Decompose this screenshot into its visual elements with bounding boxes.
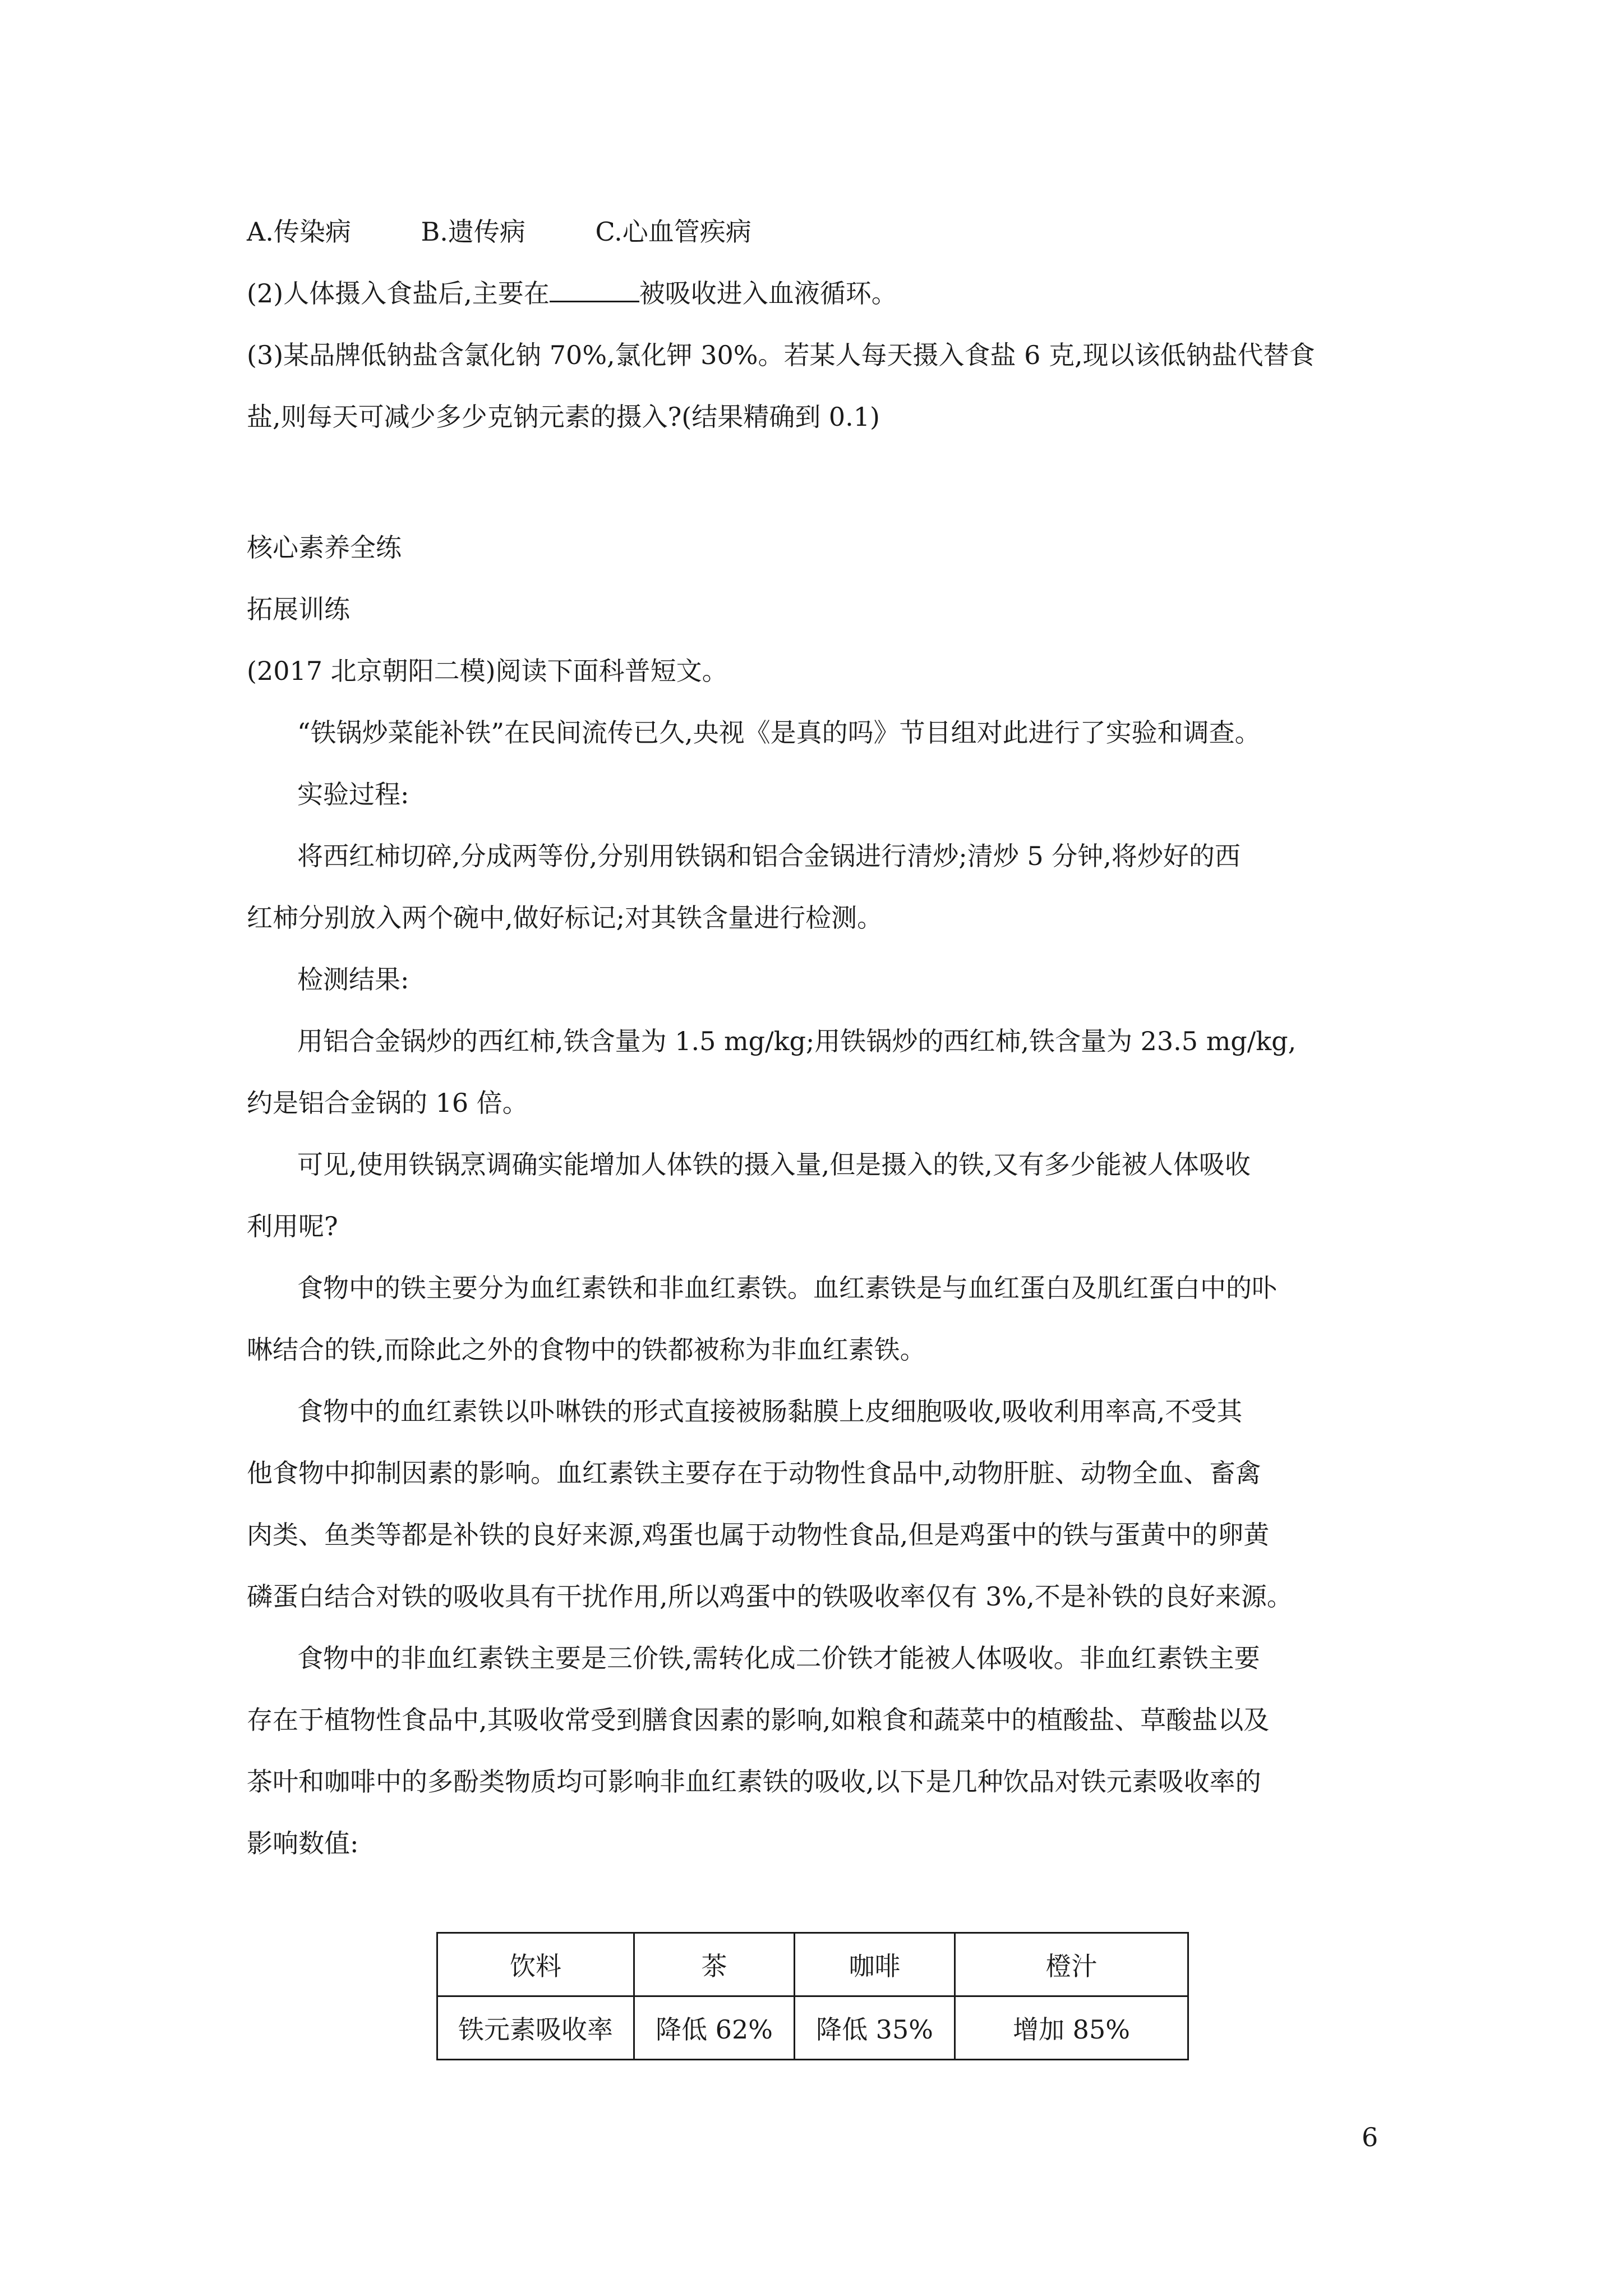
question-3-line-1: (3)某品牌低钠盐含氯化钠 70%,氯化钾 30%。若某人每天摄入食盐 6 克,现以该低钠盐代替食 xyxy=(247,340,1315,370)
passage-line: 磷蛋白结合对铁的吸收具有干扰作用,所以鸡蛋中的铁吸收率仅有 3%,不是补铁的良好来源。 xyxy=(247,1581,1293,1612)
subsection-title: 拓展训练 xyxy=(247,594,350,624)
passage-line: 可见,使用铁锅烹调确实能增加人体铁的摄入量,但是摄入的铁,又有多少能被人体吸收 xyxy=(297,1149,1251,1180)
question-2 xyxy=(247,277,1391,310)
passage-line: 检测结果: xyxy=(297,964,409,995)
table-cell: 增加 85% xyxy=(955,1996,1188,2060)
passage-line: 影响数值: xyxy=(247,1828,359,1858)
table-header-cell: 饮料 xyxy=(437,1933,634,1996)
passage-line: 利用呢? xyxy=(247,1211,338,1241)
passage-line: 约是铝合金锅的 16 倍。 xyxy=(247,1088,528,1118)
passage-line: 食物中的非血红素铁主要是三价铁,需转化成二价铁才能被人体吸收。非血红素铁主要 xyxy=(297,1643,1260,1673)
passage-line: 食物中的铁主要分为血红素铁和非血红素铁。血红素铁是与血红蛋白及肌红蛋白中的卟 xyxy=(297,1273,1278,1303)
table-header-cell: 咖啡 xyxy=(795,1933,955,1996)
passage-line: “铁锅炒菜能补铁”在民间流传已久,央视《是真的吗》节目组对此进行了实验和调查。 xyxy=(297,717,1261,748)
question-3-line-2: 盐,则每天可减少多少克钠元素的摄入?(结果精确到 0.1) xyxy=(247,402,880,432)
page-number: 6 xyxy=(1362,2122,1378,2152)
passage-line: 用铝合金锅炒的西红柿,铁含量为 1.5 mg/kg;用铁锅炒的西红柿,铁含量为 23.5 mg/kg, xyxy=(297,1026,1297,1056)
passage-line: 将西红柿切碎,分成两等份,分别用铁锅和铝合金锅进行清炒;清炒 5 分钟,将炒好的西 xyxy=(297,841,1241,871)
question-2-before: (2)人体摄入食盐后,主要在 xyxy=(247,278,550,309)
passage-line: 茶叶和咖啡中的多酚类物质均可影响非血红素铁的吸收,以下是几种饮品对铁元素吸收率的 xyxy=(247,1766,1261,1797)
passage-line: 啉结合的铁,而除此之外的食物中的铁都被称为非血红素铁。 xyxy=(247,1335,926,1365)
option-c: C.心血管疾病 xyxy=(595,217,751,247)
table-header-cell: 橙汁 xyxy=(955,1933,1188,1996)
drink-iron-table xyxy=(436,1932,1189,2060)
source-line: (2017 北京朝阳二模)阅读下面科普短文。 xyxy=(247,656,728,686)
passage-line: 肉类、鱼类等都是补铁的良好来源,鸡蛋也属于动物性食品,但是鸡蛋中的铁与蛋黄中的卵黄 xyxy=(247,1520,1270,1550)
table-cell: 降低 62% xyxy=(634,1996,795,2060)
table-cell: 铁元素吸收率 xyxy=(437,1996,634,2060)
section-title: 核心素养全练 xyxy=(247,532,402,563)
option-a: A.传染病 xyxy=(247,217,351,247)
answer-blank xyxy=(550,280,639,302)
table-header-row xyxy=(437,1933,1188,1996)
passage-line: 他食物中抑制因素的影响。血红素铁主要存在于动物性食品中,动物肝脏、动物全血、畜禽 xyxy=(247,1458,1261,1488)
passage-line: 实验过程: xyxy=(297,779,409,809)
table-cell: 降低 35% xyxy=(795,1996,955,2060)
table-row xyxy=(437,1996,1188,2060)
passage-line: 食物中的血红素铁以卟啉铁的形式直接被肠黏膜上皮细胞吸收,吸收利用率高,不受其 xyxy=(297,1396,1243,1427)
table-header-cell: 茶 xyxy=(634,1933,795,1996)
passage-line: 存在于植物性食品中,其吸收常受到膳食因素的影响,如粮食和蔬菜中的植酸盐、草酸盐以及 xyxy=(247,1705,1270,1735)
question-2-after: 被吸收进入血液循环。 xyxy=(639,278,897,309)
option-b: B.遗传病 xyxy=(421,217,525,247)
passage-line: 红柿分别放入两个碗中,做好标记;对其铁含量进行检测。 xyxy=(247,903,883,933)
answer-options xyxy=(247,215,1391,249)
